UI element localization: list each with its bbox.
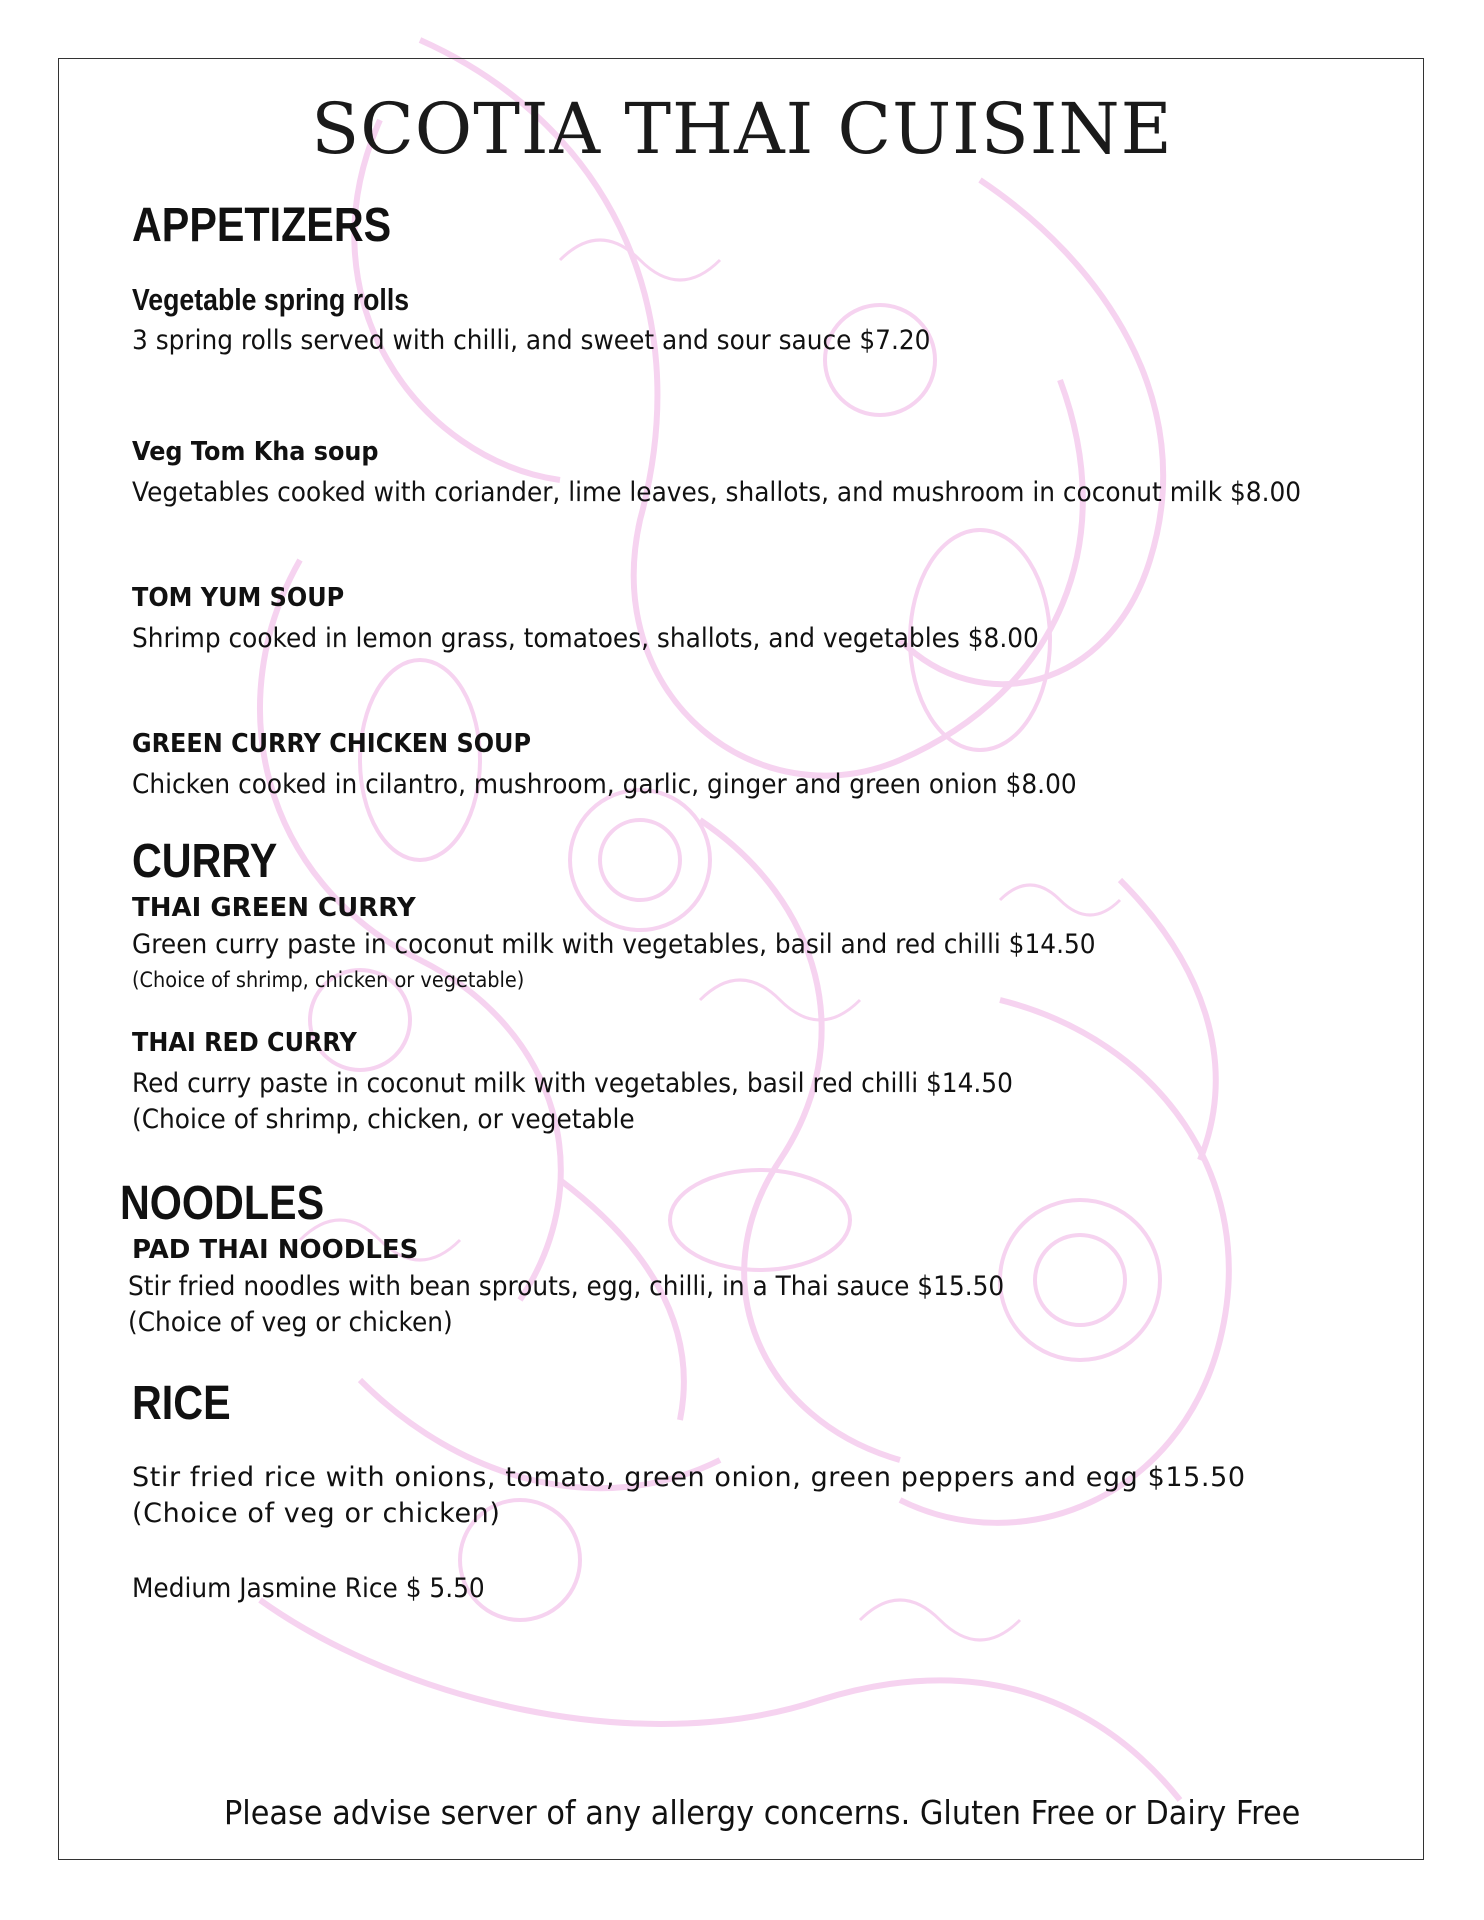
section-heading-noodles: NOODLES [120, 1177, 325, 1230]
section-heading-curry: CURRY [132, 835, 278, 888]
item-description: Stir fried rice with onions, tomato, green onion, green peppers and egg $15.50 [132, 1462, 1246, 1493]
item-note: (Choice of shrimp, chicken or vegetable) [132, 968, 525, 992]
item-name: Vegetable spring rolls [132, 282, 410, 317]
item-name: THAI GREEN CURRY [132, 893, 416, 923]
item-description: Stir fried noodles with bean sprouts, egg, chilli, in a Thai sauce $15.50 [128, 1271, 1005, 1302]
item-description: Shrimp cooked in lemon grass, tomatoes, shallots, and vegetables $8.00 [132, 623, 1039, 654]
section-heading-appetizers: APPETIZERS [132, 199, 392, 252]
item-description: Vegetables cooked with coriander, lime leaves, shallots, and mushroom in coconut milk $8.00 [132, 477, 1302, 508]
item-name: THAI RED CURRY [132, 1028, 357, 1058]
item-description: 3 spring rolls served with chilli, and sweet and sour sauce $7.20 [132, 325, 931, 356]
item-description: Red curry paste in coconut milk with vegetables, basil red chilli $14.50 [132, 1068, 1013, 1099]
item-name: TOM YUM SOUP [132, 583, 345, 613]
restaurant-title: SCOTIA THAI CUISINE [311, 88, 1173, 170]
item-description: Medium Jasmine Rice $ 5.50 [132, 1573, 485, 1604]
item-note: (Choice of veg or chicken) [132, 1498, 501, 1529]
item-note: (Choice of shrimp, chicken, or vegetable [132, 1104, 635, 1135]
allergy-notice: Please advise server of any allergy concerns. Gluten Free or Dairy Free [224, 1793, 1301, 1832]
section-heading-rice: RICE [132, 1377, 231, 1430]
item-name: GREEN CURRY CHICKEN SOUP [132, 729, 532, 759]
item-name: Veg Tom Kha soup [132, 437, 379, 467]
item-description: Green curry paste in coconut milk with vegetables, basil and red chilli $14.50 [132, 929, 1096, 960]
item-note: (Choice of veg or chicken) [128, 1307, 453, 1338]
item-description: Chicken cooked in cilantro, mushroom, garlic, ginger and green onion $8.00 [132, 769, 1077, 800]
item-name: PAD THAI NOODLES [132, 1235, 419, 1265]
